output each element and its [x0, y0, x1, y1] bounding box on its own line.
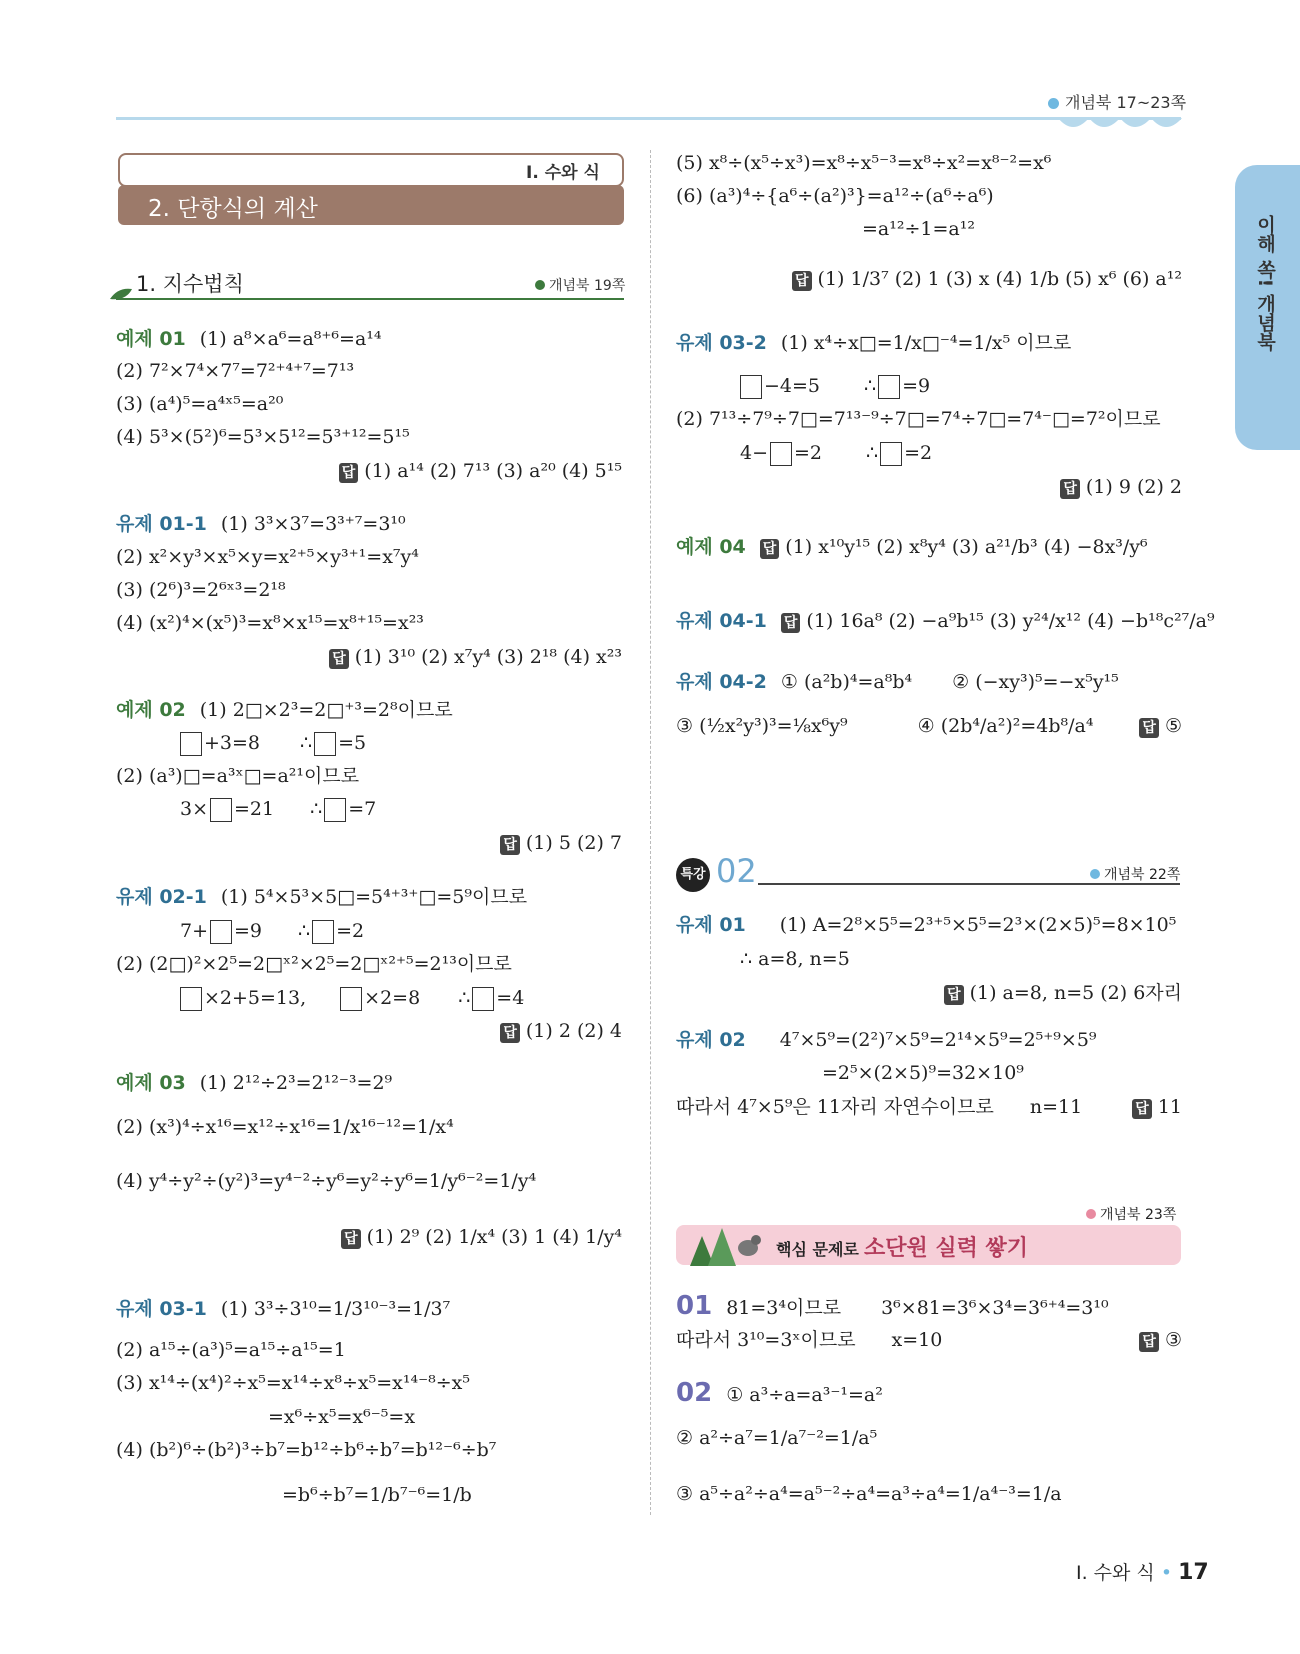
ex03-1-line2: (2) a¹⁵÷(a³)⁵=a¹⁵÷a¹⁵=1	[116, 1339, 346, 1361]
ex03-1-line5: (4) (b²)⁶÷(b²)³÷b⁷=b¹²÷b⁶÷b⁷=b¹²⁻⁶÷b⁷	[116, 1439, 497, 1461]
ex01-text1: (1) a⁸×a⁶=a⁸⁺⁶=a¹⁴	[199, 328, 382, 350]
ex02-line1	[116, 697, 453, 723]
blank-box	[324, 798, 346, 822]
ex02-1-l4a: ×2+5=13,	[204, 987, 307, 1009]
blank-box	[210, 920, 232, 944]
dot-icon	[1090, 869, 1100, 879]
sp01-label: 유제 01	[676, 914, 746, 936]
blank-box	[314, 732, 336, 756]
concept-ref-header: 개념북 17~23쪽	[1048, 90, 1186, 113]
ex03-1-text1: (1) 3³÷3¹⁰=1/3¹⁰⁻³=1/3⁷	[220, 1298, 451, 1320]
ex03-line2: (2) (x³)⁴÷x¹⁶=x¹²÷x¹⁶=1/x¹⁶⁻¹²=1/x⁴	[116, 1116, 454, 1138]
ex03-1-line3: (3) x¹⁴÷(x⁴)²÷x⁵=x¹⁴÷x⁸÷x⁵=x¹⁴⁻⁸÷x⁵	[116, 1372, 470, 1394]
ex02-1-line1	[116, 884, 527, 910]
ex03-2-line1	[676, 330, 1071, 356]
chapter-label: Ⅰ. 수와 식	[526, 163, 600, 183]
blank-box	[180, 732, 202, 756]
ex04-2-answer-text: ⑤	[1164, 715, 1182, 737]
tree-bird-icon	[680, 1210, 770, 1268]
ex01-1-line1	[116, 511, 406, 537]
ex04-1-label: 유제 04-1	[676, 610, 767, 632]
ex03-2-l2c: =9	[902, 375, 931, 397]
ex03-line3: (4) y⁴÷y²÷(y²)³=y⁴⁻²÷y⁶=y²÷y⁶=1/y⁶⁻²=1/y⁴	[116, 1170, 537, 1192]
subsection-rule	[116, 298, 624, 300]
ex03-answer-text: (1) 2⁹ (2) 1/x⁴ (3) 1 (4) 1/y⁴	[366, 1226, 622, 1248]
section-title: 2. 단항식의 계산	[148, 196, 318, 222]
q01-number: 01	[676, 1291, 713, 1321]
ex03-2-l4a: 4−	[740, 442, 769, 464]
core-title-small: 핵심 문제로	[776, 1240, 859, 1259]
ex04-answer-text: (1) x¹⁰y¹⁵ (2) x⁸y⁴ (3) a²¹/b³ (4) −8x³/y⁶	[785, 536, 1148, 558]
ex02-1-line4	[178, 985, 524, 1011]
ex01-1-answer	[329, 644, 622, 670]
answer-icon: 답	[500, 1023, 520, 1043]
sp02-line1	[676, 1027, 1097, 1053]
header-rule	[116, 117, 1181, 120]
ex02-l2a: +3=8	[204, 732, 261, 754]
answer-icon: 답	[1139, 718, 1159, 738]
ex03-2-line2	[738, 373, 930, 399]
ex02-1-line2	[180, 918, 364, 944]
ex01-1-answer-text: (1) 3¹⁰ (2) x⁷y⁴ (3) 2¹⁸ (4) x²³	[354, 646, 622, 668]
ex02-1-therefore: ∴	[458, 987, 471, 1009]
ex02-l4b: =21	[234, 798, 275, 820]
answer-icon: 답	[339, 463, 359, 483]
subsection-title: 1. 지수법칙	[136, 272, 244, 296]
blank-box	[880, 442, 902, 466]
sp02-text3: 따라서 4⁷×5⁹은 11자리 자연수이므로	[676, 1096, 994, 1118]
ex04-2-l1b: ② (−xy³)⁵=−x⁵y¹⁵	[952, 671, 1119, 693]
sp02-answer-text: 11	[1157, 1096, 1182, 1118]
sp02-text1: 4⁷×5⁹=(2²)⁷×5⁹=2¹⁴×5⁹=2⁵⁺⁹×5⁹	[779, 1029, 1097, 1051]
answer-icon: 답	[792, 271, 812, 291]
sp02-answer	[1132, 1094, 1182, 1120]
sp01-answer	[944, 980, 1182, 1006]
ex02-label: 예제 02	[116, 699, 186, 721]
column-divider	[650, 150, 651, 1515]
core-title	[776, 1231, 1028, 1262]
ex04-2-line1	[676, 669, 1119, 695]
ex02-l4d: =7	[348, 798, 377, 820]
ex03-label: 예제 03	[116, 1072, 186, 1094]
answer-icon: 답	[500, 835, 520, 855]
ex01-line3: (3) (a⁴)⁵=a⁴ˣ⁵=a²⁰	[116, 393, 284, 415]
ex03-2-answer-text: (1) 9 (2) 2	[1085, 476, 1182, 498]
answer-icon: 답	[760, 539, 780, 559]
ex03-2-l2a: −4=5	[764, 375, 821, 397]
q01-l2b: x=10	[891, 1329, 943, 1351]
cont-answer	[792, 266, 1182, 292]
ex02-1-l4b: ×2=8	[364, 987, 421, 1009]
sp02-text3b: n=11	[1029, 1096, 1083, 1118]
answer-icon: 답	[781, 613, 801, 633]
core-ref: 개념북 23쪽	[1086, 1204, 1176, 1224]
ex02-l4a: 3×	[180, 798, 209, 820]
ex04-line	[676, 534, 1148, 560]
dot-icon	[535, 280, 545, 290]
ex02-1-answer	[500, 1018, 622, 1044]
ex04-2-l1a: ① (a²b)⁴=a⁸b⁴	[780, 671, 913, 693]
ex01-1-line4: (4) (x²)⁴×(x⁵)³=x⁸×x¹⁵=x⁸⁺¹⁵=x²³	[116, 612, 424, 634]
ex01-answer	[339, 458, 622, 484]
ex03-2-line4	[740, 440, 932, 466]
ex01-line4: (4) 5³×(5²)⁶=5³×5¹²=5³⁺¹²=5¹⁵	[116, 426, 410, 448]
blank-box	[770, 442, 792, 466]
q02-number: 02	[676, 1378, 713, 1408]
ex03-line1	[116, 1070, 392, 1096]
ex03-1-line4: =x⁶÷x⁵=x⁶⁻⁵=x	[268, 1406, 416, 1428]
sp02-line2: =2⁵×(2×5)⁹=32×10⁹	[822, 1062, 1024, 1084]
blank-box	[472, 987, 494, 1011]
ex02-therefore: ∴	[310, 798, 323, 820]
ex04-2-l2b: ④ (2b⁴/a²)²=4b⁸/a⁴	[917, 715, 1094, 737]
ex03-2-l4d: =2	[904, 442, 933, 464]
ex03-1-line6: =b⁶÷b⁷=1/b⁷⁻⁶=1/b	[282, 1484, 472, 1506]
answer-icon: 답	[341, 1229, 361, 1249]
cont-line1: (5) x⁸÷(x⁵÷x³)=x⁸÷x⁵⁻³=x⁸÷x²=x⁸⁻²=x⁶	[676, 152, 1052, 174]
sp01-line1	[676, 912, 1176, 938]
ex03-2-l4b: =2	[794, 442, 823, 464]
ex02-l2c: =5	[338, 732, 367, 754]
q02-line3: ③ a⁵÷a²÷a⁴=a⁵⁻²÷a⁴=a³÷a⁴=1/a⁴⁻³=1/a	[676, 1483, 1062, 1505]
core-title-big: 소단원 실력 쌓기	[863, 1236, 1029, 1261]
ex03-text1: (1) 2¹²÷2³=2¹²⁻³=2⁹	[199, 1072, 393, 1094]
cont-answer-text: (1) 1/3⁷ (2) 1 (3) x (4) 1/b (5) x⁶ (6) a¹²	[817, 268, 1182, 290]
footer: Ⅰ. 수와 식 • 17	[1076, 1560, 1209, 1585]
sp02-line3	[676, 1094, 1082, 1120]
ex03-2-label: 유제 03-2	[676, 332, 767, 354]
answer-icon: 답	[944, 985, 964, 1005]
ex02-1-l2b: =9	[234, 920, 263, 942]
ex02-answer	[500, 830, 622, 856]
ex04-2-line2	[676, 713, 1094, 739]
ex01-line2: (2) 7²×7⁴×7⁷=7²⁺⁴⁺⁷=7¹³	[116, 360, 355, 382]
ex04-2-l2a: ③ (½x²y³)³=⅛x⁶y⁹	[676, 715, 848, 737]
special-ref: 개념북 22쪽	[1090, 864, 1180, 884]
q01-answer	[1139, 1327, 1182, 1353]
sp01-line2: ∴ a=8, n=5	[740, 948, 850, 970]
q01-line2	[676, 1327, 942, 1353]
ex01-1-line2: (2) x²×y³×x⁵×y=x²⁺⁵×y³⁺¹=x⁷y⁴	[116, 546, 419, 568]
answer-icon: 답	[1139, 1332, 1159, 1352]
ex01-label: 예제 01	[116, 328, 186, 350]
ex04-2-label: 유제 04-2	[676, 671, 767, 693]
dot-icon	[1086, 1209, 1096, 1219]
ex01-1-text1: (1) 3³×3⁷=3³⁺⁷=3¹⁰	[220, 513, 406, 535]
ex02-line3: (2) (a³)□=a³ˣ□=a²¹이므로	[116, 765, 360, 787]
q02-line2: ② a²÷a⁷=1/a⁷⁻²=1/a⁵	[676, 1427, 878, 1449]
ex04-2-answer	[1139, 713, 1182, 739]
answer-icon: 답	[1060, 479, 1080, 499]
page-number: 17	[1178, 1560, 1209, 1585]
ex01-1-line3: (3) (2⁶)³=2⁶ˣ³=2¹⁸	[116, 579, 286, 601]
cont-line3: =a¹²÷1=a¹²	[862, 218, 975, 240]
ex02-line4	[180, 796, 376, 822]
side-tab-label: 이해 쏙! 개념북	[1254, 215, 1276, 351]
blank-box	[878, 375, 900, 399]
footer-chapter: Ⅰ. 수와 식	[1076, 1562, 1155, 1584]
blank-box	[210, 798, 232, 822]
answer-icon: 답	[1132, 1099, 1152, 1119]
ex03-2-therefore: ∴	[866, 442, 879, 464]
ex02-therefore: ∴	[300, 732, 313, 754]
q02-line1	[676, 1380, 883, 1408]
ex01-answer-text: (1) a¹⁴ (2) 7¹³ (3) a²⁰ (4) 5¹⁵	[364, 460, 622, 482]
blank-box	[340, 987, 362, 1011]
wave-decoration	[1058, 118, 1182, 136]
q02-l1: ① a³÷a=a³⁻¹=a²	[726, 1384, 883, 1406]
ex02-1-text1: (1) 5⁴×5³×5□=5⁴⁺³⁺□=5⁹이므로	[220, 886, 528, 908]
special-number: 02	[716, 852, 757, 890]
sp01-text1: (1) A=2⁸×5⁵=2³⁺⁵×5⁵=2³×(2×5)⁵=8×10⁵	[779, 914, 1177, 936]
blank-box	[740, 375, 762, 399]
ex04-label: 예제 04	[676, 536, 746, 558]
ex02-1-therefore: ∴	[298, 920, 311, 942]
q01-l1a: 81=3⁴이므로	[726, 1297, 842, 1319]
ex03-2-line3: (2) 7¹³÷7⁹÷7□=7¹³⁻⁹÷7□=7⁴÷7□=7⁴⁻□=7²이므로	[676, 408, 1161, 430]
cont-line2: (6) (a³)⁴÷{a⁶÷(a²)³}=a¹²÷(a⁶÷a⁶)	[676, 185, 994, 207]
special-badge: 특강	[676, 858, 710, 892]
blank-box	[312, 920, 334, 944]
ex03-2-text1: (1) x⁴÷x□=1/x□⁻⁴=1/x⁵ 이므로	[780, 332, 1072, 354]
ex03-answer	[341, 1224, 622, 1250]
ex02-1-answer-text: (1) 2 (2) 4	[525, 1020, 622, 1042]
q01-line1	[676, 1293, 1109, 1321]
ex02-answer-text: (1) 5 (2) 7	[525, 832, 622, 854]
ex04-1-line	[676, 608, 1215, 634]
ex02-1-l2a: 7+	[180, 920, 209, 942]
answer-icon: 답	[329, 649, 349, 669]
sp02-label: 유제 02	[676, 1029, 746, 1051]
ex02-1-label: 유제 02-1	[116, 886, 207, 908]
ex03-1-line1	[116, 1296, 450, 1322]
ex03-2-therefore: ∴	[864, 375, 877, 397]
ex03-2-answer	[1060, 474, 1182, 500]
ex04-1-answer-text: (1) 16a⁸ (2) −a⁹b¹⁵ (3) y²⁴/x¹² (4) −b¹⁸c²⁷/a⁹	[806, 610, 1215, 632]
subsection-ref: 개념북 19쪽	[535, 275, 625, 295]
ex03-1-label: 유제 03-1	[116, 1298, 207, 1320]
sp01-answer-text: (1) a=8, n=5 (2) 6자리	[969, 982, 1182, 1004]
blank-box	[180, 987, 202, 1011]
q01-answer-text: ③	[1164, 1329, 1182, 1351]
ex02-text1: (1) 2□×2³=2□⁺³=2⁸이므로	[199, 699, 453, 721]
ex02-1-l4d: =4	[496, 987, 525, 1009]
ex02-1-line3: (2) (2□)²×2⁵=2□ˣ²×2⁵=2□ˣ²⁺⁵=2¹³이므로	[116, 953, 512, 975]
leaf-icon	[108, 285, 134, 303]
ex02-1-l2d: =2	[336, 920, 365, 942]
ex02-line2	[178, 730, 366, 756]
q01-l2a: 따라서 3¹⁰=3ˣ이므로	[676, 1329, 856, 1351]
q01-l1b: 3⁶×81=3⁶×3⁴=3⁶⁺⁴=3¹⁰	[881, 1297, 1109, 1319]
dot-icon	[1048, 98, 1059, 109]
ex01-1-label: 유제 01-1	[116, 513, 207, 535]
ex01-line1	[116, 326, 382, 352]
